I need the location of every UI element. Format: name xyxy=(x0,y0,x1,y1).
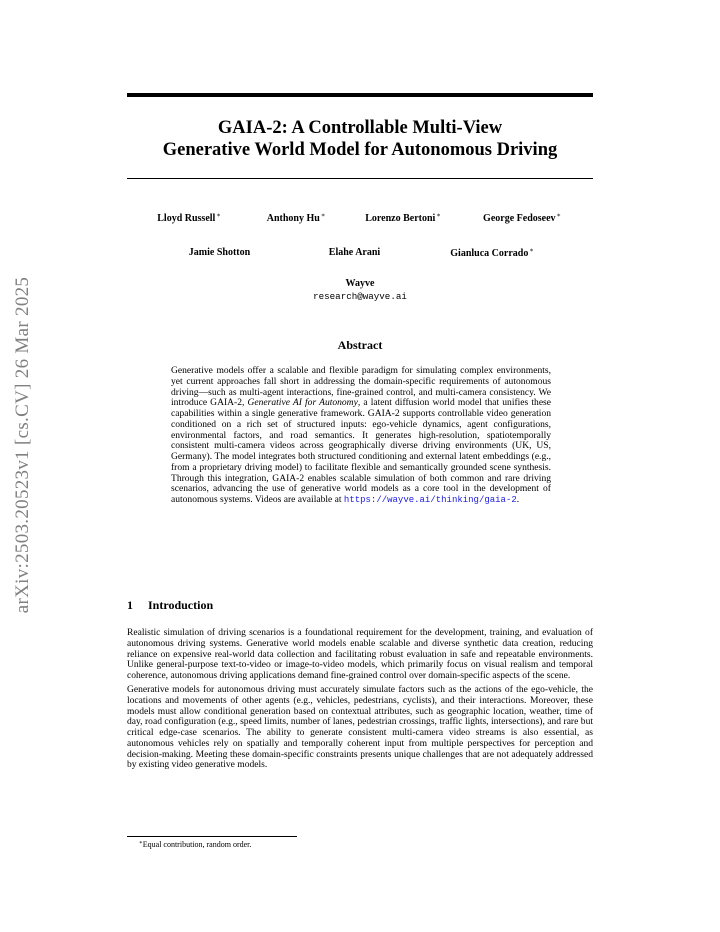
author-elahe-arani: Elahe Arani xyxy=(328,247,381,258)
author-gianluca-corrado: Gianluca Corrado∗ xyxy=(450,247,534,259)
intro-paragraph-1: Realistic simulation of driving scenarios is a foundational requirement for the development, training, and evaluation of autonomous driving systems. Generative world models enable scalable and diverse synthetic data creation, reducing reliance on expensive real-world data collection and facilitating robust evaluation in safe and repeatable environments. Unlike general-purpose text-to-video or image-to-video models, which primarily focus on visual realism and temporal coherence, autonomous driving applications demand fine-grained control over domain-specific aspects of the scene. xyxy=(127,627,593,681)
paper-title xyxy=(127,117,593,161)
title-top-rule xyxy=(127,93,593,97)
author-jamie-shotton: Jamie Shotton xyxy=(188,247,251,258)
title-line-1: GAIA-2: A Controllable Multi-View xyxy=(217,118,503,138)
abstract-heading: Abstract xyxy=(337,338,383,352)
author-anthony-hu: Anthony Hu∗ xyxy=(266,212,326,224)
section-title: Introduction xyxy=(148,598,214,612)
intro-paragraph-2: Generative models for autonomous driving must accurately simulate factors such as the actions of the ego-vehicle, the locations and movements of other agents (e.g., vehicles, pedestrians, cyclists), and their interactions. Moreover, these models must allow conditional generation based on contextual attributes, such as geographic location, weather, time of day, road configuration (e.g., speed limits, number of lanes, pedestrian crossings, traffic lights, intersections), and rare but critical edge-case scenarios. The ability to generate consistent multi-camera video streams is also essential, as autonomous vehicles rely on spatially and temporally coherent input from multiple perspectives for perception and decision-making. Meeting these domain-specific constraints presents unique challenges that are not adequately addressed by existing video generative models. xyxy=(127,684,593,771)
abstract-italic-term: Generative AI for Autonomy xyxy=(247,397,358,409)
section-number: 1 xyxy=(127,598,133,612)
arxiv-stamp-text: arXiv:2503.20523v1 [cs.CV] 26 Mar 2025 xyxy=(12,276,33,614)
affiliation: Wayve xyxy=(345,278,375,289)
abstract-body: Generative models offer a scalable and flexible paradigm for simulating complex environments, yet current approaches fall short in addressing the domain-specific requirements of autonomous driving—such as multi-agent interactions, fine-grained control, and multi-camera consistency. We introduce GAIA-2, Generative AI for Autonomy, a latent diffusion world model that unifies these capabilities within a single generative framework. GAIA-2 supports controllable video generation conditioned on a rich set of structured inputs: ego-vehicle dynamics, agent configurations, environmental factors, and road semantics. It generates high-resolution, spatiotemporally consistent multi-camera videos across geographically diverse driving environments (UK, US, Germany). The model integrates both structured conditioning and external latent embeddings (e.g., from a proprietary driving model) to facilitate flexible and semantically grounded scene synthesis. Through this integration, GAIA-2 enables scalable simulation of both common and rare driving scenarios, advancing the use of generative world models as a core tool in the development of autonomous systems. Videos are available at https://wayve.ai/thinking/gaia-2. xyxy=(171,365,552,505)
author-lloyd-russell: Lloyd Russell∗ xyxy=(157,212,221,224)
author-george-fedoseev: George Fedoseev∗ xyxy=(483,212,561,224)
title-bottom-rule xyxy=(127,178,593,179)
footnote: ∗Equal contribution, random order. xyxy=(139,840,252,849)
section-heading-introduction xyxy=(127,598,213,613)
author-lorenzo-bertoni: Lorenzo Bertoni∗ xyxy=(365,212,441,224)
contact-email[interactable]: research@wayve.ai xyxy=(313,291,407,302)
footnote-rule xyxy=(127,836,297,837)
title-line-2: Generative World Model for Autonomous Driving xyxy=(162,140,558,160)
gaia2-video-link[interactable]: https://wayve.ai/thinking/gaia-2 xyxy=(343,495,517,505)
